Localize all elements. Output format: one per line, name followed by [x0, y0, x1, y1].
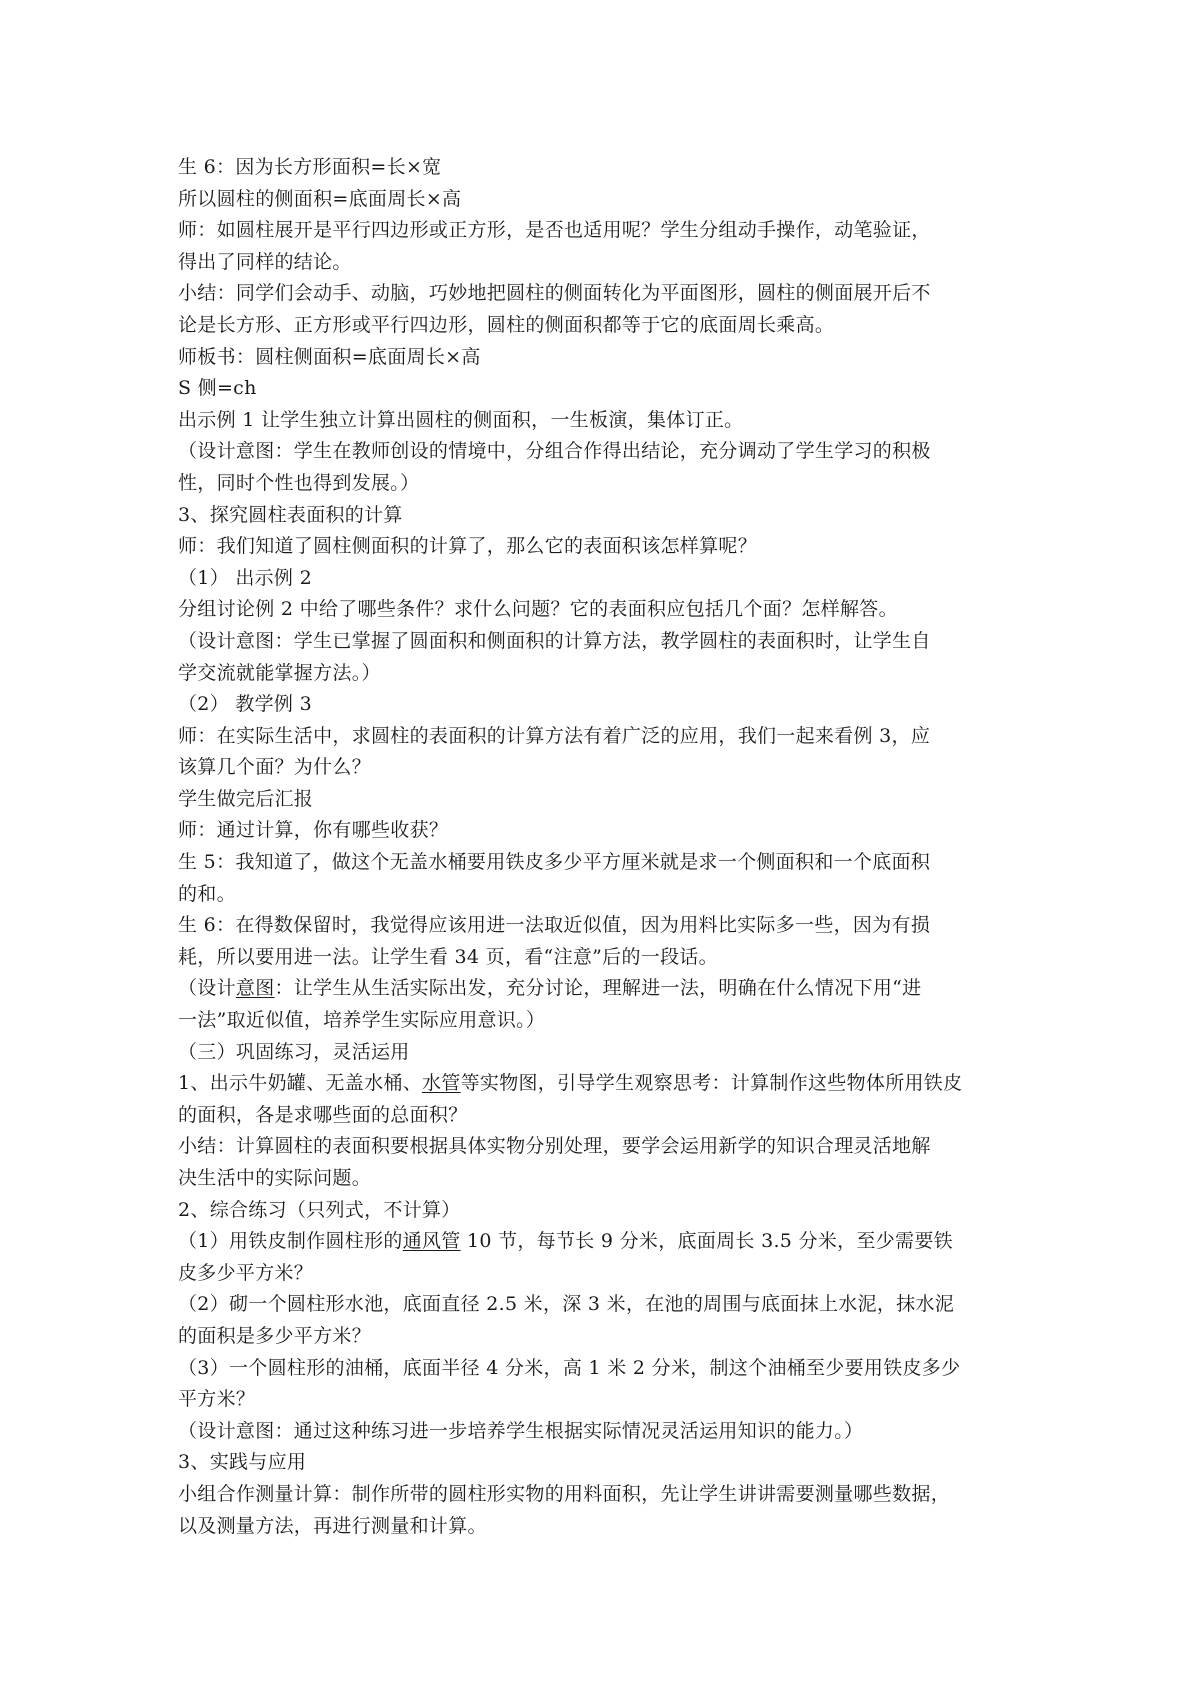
- text-segment: 10 节，每节长 9 分米，底面周长 3.5 分米，至少需要铁: [460, 1230, 953, 1253]
- document-body: [178, 152, 1023, 1542]
- text-line: （2） 教学例 3: [178, 693, 312, 716]
- text-line: 生 6：在得数保留时，我觉得应该用进一法取近似值，因为用料比实际多一些，因为有损: [178, 914, 931, 937]
- underlined-text: 通风管: [402, 1230, 461, 1253]
- text-line: （2）砌一个圆柱形水池，底面直径 2.5 米，深 3 米，在池的周围与底面抹上水泥，抹水泥: [178, 1293, 955, 1316]
- text-line: 平方米？: [178, 1388, 256, 1411]
- text-segment: 1、出示牛奶罐、无盖水桶、: [178, 1072, 422, 1095]
- text-segment: ：让学生从生活实际出发，充分讨论，理解进一法，明确在什么情况下用“进: [274, 977, 922, 1000]
- text-line: 论是长方形、正方形或平行四边形，圆柱的侧面积都等于它的底面周长乘高。: [178, 313, 835, 336]
- text-line: [178, 973, 1023, 1005]
- text-line: S 侧=ch: [178, 377, 257, 400]
- text-line: 该算几个面？为什么？: [178, 756, 372, 779]
- text-line: （设计意图：通过这种练习进一步培养学生根据实际情况灵活运用知识的能力。）: [178, 1419, 864, 1442]
- text-line: 小结：计算圆柱的表面积要根据具体实物分别处理，要学会运用新学的知识合理灵活地解: [178, 1135, 931, 1158]
- text-line: （3）一个圆柱形的油桶，底面半径 4 分米，高 1 米 2 分米，制这个油桶至少要用铁皮多少: [178, 1356, 961, 1379]
- text-line: 师：在实际生活中，求圆柱的表面积的计算方法有着广泛的应用，我们一起来看例 3，应: [178, 724, 931, 747]
- section-heading: 2、综合练习（只列式，不计算）: [178, 1198, 461, 1221]
- text-line: 决生活中的实际问题。: [178, 1167, 372, 1189]
- text-line: 的和。: [178, 882, 236, 905]
- underlined-text: 水管: [422, 1072, 461, 1095]
- text-line: 出示例 1 让学生独立计算出圆柱的侧面积，一生板演，集体订正。: [178, 408, 744, 431]
- text-line: 师板书：圆柱侧面积=底面周长×高: [178, 345, 481, 368]
- text-line: 皮多少平方米？: [178, 1261, 314, 1284]
- text-line: 耗，所以要用进一法。让学生看 34 页，看“注意”后的一段话。: [178, 945, 718, 968]
- underlined-text: 意图: [235, 977, 275, 1000]
- text-segment: （设计: [178, 977, 236, 1000]
- text-line: 师：如圆柱展开是平行四边形或正方形，是否也适用呢？学生分组动手操作，动笔验证，: [178, 219, 931, 242]
- text-line: 生 5：我知道了，做这个无盖水桶要用铁皮多少平方厘米就是求一个侧面积和一个底面积: [178, 851, 931, 874]
- text-line: [178, 1226, 1023, 1258]
- text-line: （设计意图：学生在教师创设的情境中，分组合作得出结论，充分调动了学生学习的积极: [178, 440, 931, 463]
- text-line: 所以圆柱的侧面积=底面周长×高: [178, 187, 462, 210]
- text-line: 师：我们知道了圆柱侧面积的计算了，那么它的表面积该怎样算呢？: [178, 535, 758, 558]
- text-segment: 等实物图，引导学生观察思考：计算制作这些物体所用铁皮: [460, 1072, 963, 1095]
- text-line: 小结：同学们会动手、动脑，巧妙地把圆柱的侧面转化为平面图形，圆柱的侧面展开后不: [178, 282, 931, 305]
- text-line: 小组合作测量计算：制作所带的圆柱形实物的用料面积，先让学生讲讲需要测量哪些数据，: [178, 1482, 951, 1505]
- text-line: [178, 1068, 1023, 1100]
- text-line: （1） 出示例 2: [178, 566, 312, 589]
- section-heading: 3、实践与应用: [178, 1451, 307, 1474]
- text-line: 性，同时个性也得到发展。）: [178, 471, 420, 494]
- text-line: 以及测量方法，再进行测量和计算。: [178, 1514, 487, 1537]
- text-line: 的面积是多少平方米？: [178, 1324, 372, 1347]
- text-line: 的面积，各是求哪些面的总面积？: [178, 1103, 468, 1126]
- text-line: 一法”取近似值，培养学生实际应用意识。）: [178, 1009, 546, 1032]
- text-line: （设计意图：学生已掌握了圆面积和侧面积的计算方法，教学圆柱的表面积时，让学生自: [178, 629, 931, 652]
- text-segment: （1）用铁皮制作圆柱形的: [178, 1230, 403, 1253]
- text-line: 得出了同样的结论。: [178, 250, 352, 273]
- section-heading: （三）巩固练习，灵活运用: [178, 1040, 410, 1063]
- text-line: 学生做完后汇报: [178, 787, 314, 810]
- text-line: 学交流就能掌握方法。）: [178, 661, 381, 684]
- text-line: 分组讨论例 2 中给了哪些条件？求什么问题？它的表面积应包括几个面？怎样解答。: [178, 598, 898, 621]
- section-heading: 3、探究圆柱表面积的计算: [178, 503, 403, 526]
- text-line: 师：通过计算，你有哪些收获？: [178, 819, 449, 842]
- text-line: 生 6：因为长方形面积=长×宽: [178, 156, 442, 178]
